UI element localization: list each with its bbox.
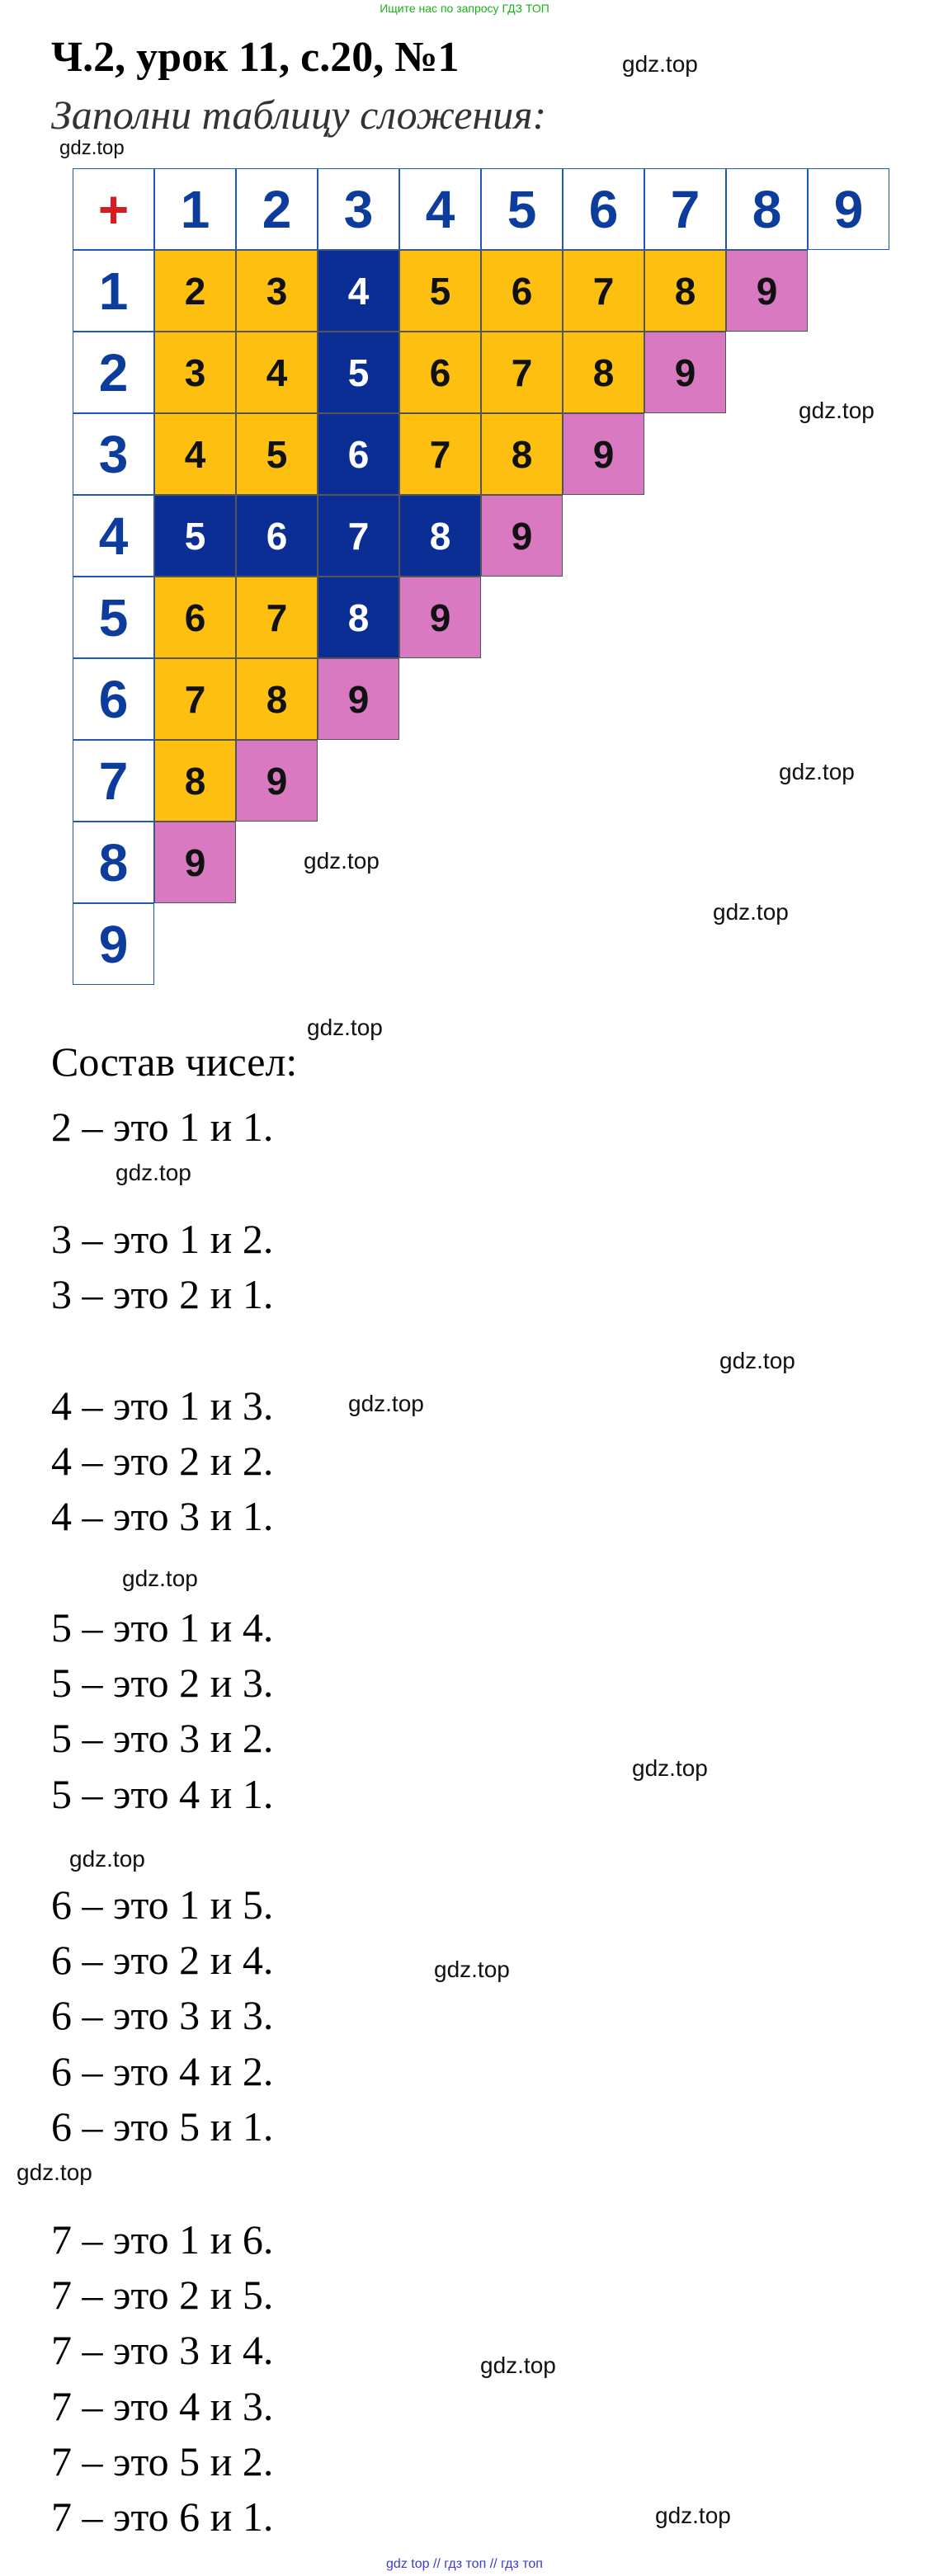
sum-cell: 3 — [154, 332, 236, 413]
sum-cell: 5 — [318, 332, 399, 413]
sum-cell: 6 — [399, 332, 481, 413]
column-header-cell: 8 — [726, 168, 808, 250]
composition-line: 7 – это 2 и 5. — [51, 2272, 274, 2318]
composition-line: 6 – это 3 и 3. — [51, 1992, 274, 2038]
sum-cell: 8 — [154, 740, 236, 822]
sum-cell: 2 — [154, 250, 236, 332]
watermark: gdz.top — [69, 1846, 145, 1872]
watermark: gdz.top — [622, 51, 698, 77]
watermark: gdz.top — [632, 1755, 708, 1781]
row-header-cell: 2 — [73, 332, 154, 413]
task-instruction: Заполни таблицу сложения: — [51, 92, 547, 138]
sum-cell: 8 — [318, 577, 399, 658]
sum-cell: 3 — [236, 250, 318, 332]
composition-line: 3 – это 2 и 1. — [51, 1271, 274, 1317]
composition-line: 7 – это 5 и 2. — [51, 2438, 274, 2484]
watermark: gdz.top — [122, 1566, 198, 1591]
watermark: gdz.top — [655, 2503, 731, 2528]
column-header-cell: 5 — [481, 168, 563, 250]
sum-cell: 7 — [318, 495, 399, 577]
watermark: gdz.top — [348, 1391, 424, 1416]
sum-cell: 8 — [481, 413, 563, 495]
watermark: gdz.top — [307, 1015, 383, 1040]
sum-cell: 5 — [154, 495, 236, 577]
sum-cell: 7 — [481, 332, 563, 413]
sum-cell: 6 — [236, 495, 318, 577]
sum-cell: 5 — [236, 413, 318, 495]
row-header-cell: 7 — [73, 740, 154, 822]
composition-line: 4 – это 1 и 3. — [51, 1382, 274, 1429]
column-header-cell: 3 — [318, 168, 399, 250]
sum-cell: 4 — [318, 250, 399, 332]
row-header-cell: 8 — [73, 822, 154, 903]
watermark: gdz.top — [799, 398, 875, 423]
top-banner: Ищите нас по запросу ГДЗ ТОП — [380, 2, 549, 15]
row-header-cell: 1 — [73, 250, 154, 332]
page-title: Ч.2, урок 11, с.20, №1 — [51, 34, 460, 81]
column-header-cell: 7 — [644, 168, 726, 250]
composition-line: 4 – это 2 и 2. — [51, 1438, 274, 1484]
sum-cell: 9 — [726, 250, 808, 332]
sum-cell: 8 — [644, 250, 726, 332]
watermark: gdz.top — [480, 2352, 556, 2378]
composition-line: 6 – это 2 и 4. — [51, 1937, 274, 1983]
sum-cell: 6 — [154, 577, 236, 658]
section-title: Состав чисел: — [51, 1038, 298, 1085]
sum-cell: 9 — [318, 658, 399, 740]
watermark: gdz.top — [779, 759, 855, 784]
composition-line: 6 – это 4 и 2. — [51, 2048, 274, 2094]
column-header-cell: 1 — [154, 168, 236, 250]
composition-line: 7 – это 1 и 6. — [51, 2216, 274, 2263]
sum-cell: 9 — [644, 332, 726, 413]
sum-cell: 8 — [399, 495, 481, 577]
sum-cell: 8 — [236, 658, 318, 740]
composition-line: 7 – это 4 и 3. — [51, 2383, 274, 2429]
composition-line: 3 – это 1 и 2. — [51, 1216, 274, 1262]
watermark: gdz.top — [17, 2159, 92, 2185]
composition-line: 4 – это 3 и 1. — [51, 1493, 274, 1539]
composition-line: 5 – это 1 и 4. — [51, 1604, 274, 1651]
sum-cell: 9 — [481, 495, 563, 577]
column-header-cell: 6 — [563, 168, 644, 250]
watermark: gdz.top — [59, 137, 125, 159]
composition-line: 5 – это 3 и 2. — [51, 1715, 274, 1761]
column-header-cell: 2 — [236, 168, 318, 250]
composition-line: 5 – это 2 и 3. — [51, 1660, 274, 1706]
row-header-cell: 9 — [73, 903, 154, 985]
sum-cell: 9 — [563, 413, 644, 495]
row-header-cell: 4 — [73, 495, 154, 577]
sum-cell: 9 — [399, 577, 481, 658]
composition-line: 7 – это 6 и 1. — [51, 2494, 274, 2540]
sum-cell: 7 — [154, 658, 236, 740]
watermark: gdz.top — [116, 1160, 191, 1185]
sum-cell: 6 — [481, 250, 563, 332]
sum-cell: 7 — [399, 413, 481, 495]
composition-line: 6 – это 5 и 1. — [51, 2103, 274, 2150]
sum-cell: 6 — [318, 413, 399, 495]
sum-cell: 4 — [154, 413, 236, 495]
column-header-cell: 4 — [399, 168, 481, 250]
sum-cell: 8 — [563, 332, 644, 413]
row-header-cell: 5 — [73, 577, 154, 658]
watermark: gdz.top — [434, 1957, 510, 1982]
row-header-cell: 6 — [73, 658, 154, 740]
watermark: gdz.top — [719, 1348, 795, 1373]
row-header-cell: 3 — [73, 413, 154, 495]
watermark: gdz.top — [304, 848, 380, 874]
sum-cell: 5 — [399, 250, 481, 332]
sum-cell: 7 — [236, 577, 318, 658]
composition-line: 7 – это 3 и 4. — [51, 2327, 274, 2373]
sum-cell: 9 — [154, 822, 236, 903]
watermark: gdz.top — [713, 899, 789, 925]
sum-cell: 4 — [236, 332, 318, 413]
composition-line: 2 – это 1 и 1. — [51, 1104, 274, 1150]
sum-cell: 7 — [563, 250, 644, 332]
sum-cell: 9 — [236, 740, 318, 822]
footer-links: gdz top // гдз топ // гдз топ — [386, 2557, 543, 2571]
column-header-cell: 9 — [808, 168, 889, 250]
composition-line: 6 – это 1 и 5. — [51, 1881, 274, 1928]
composition-line: 5 – это 4 и 1. — [51, 1771, 274, 1817]
plus-sign-cell: + — [73, 168, 154, 250]
